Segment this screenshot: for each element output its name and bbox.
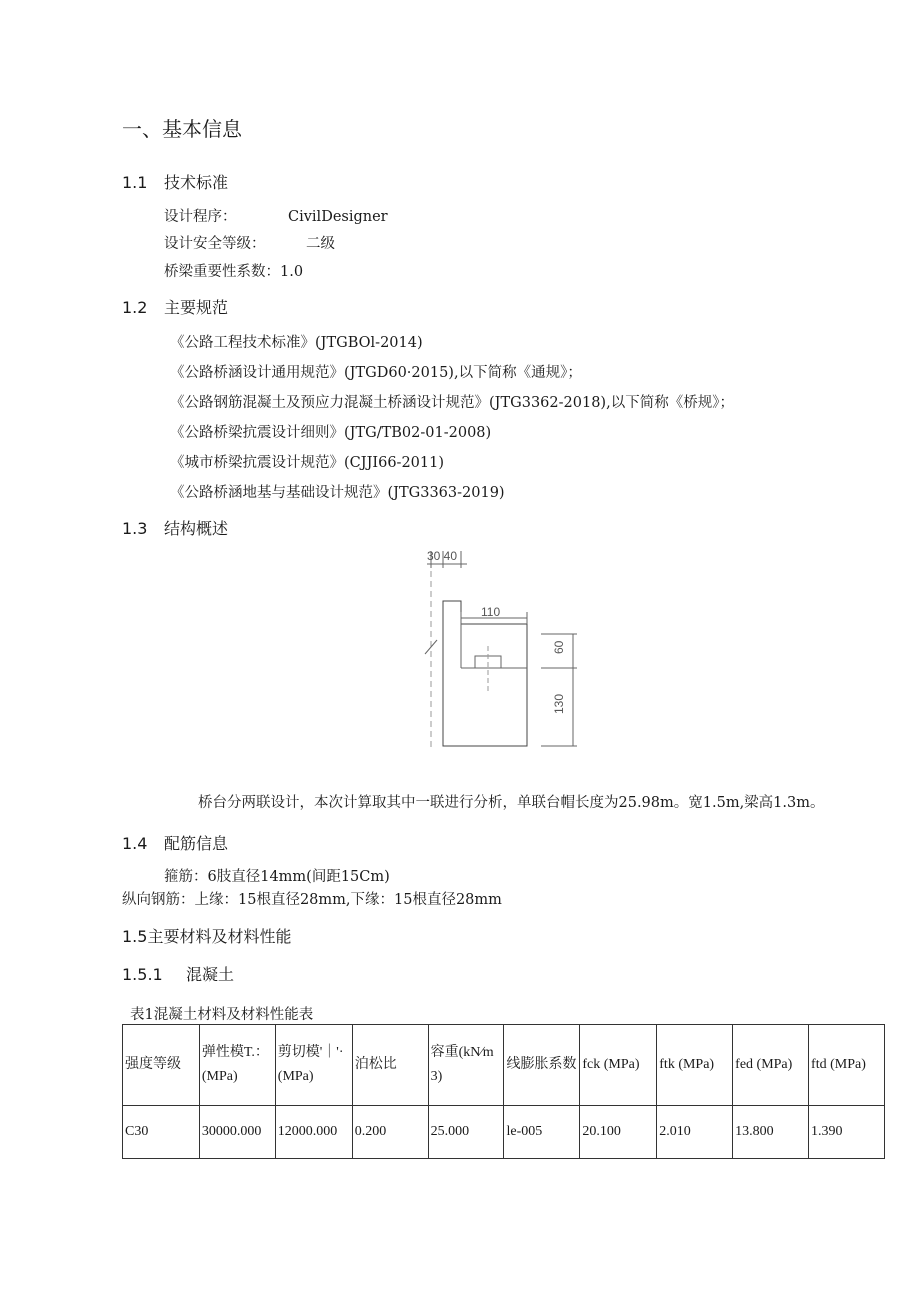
safety-level-value: 二级: [306, 236, 335, 252]
heading-number: 1.2: [122, 298, 148, 317]
code-item: 《公路钢筋混凝土及预应力混凝土桥涵设计规范》(JTG3362-2018),以下简称《桥规》；: [170, 395, 734, 411]
section-title: 一、基本信息: [122, 117, 242, 141]
header-cell: 线膨胀系数: [504, 1025, 580, 1106]
header-cell: 泊松比: [352, 1025, 428, 1106]
structure-description: 桥台分两联设计，本次计算取其中一联进行分析，单联台帽长度为25.98m。宽1.5m,梁高1.3m。: [198, 795, 825, 811]
table-cell: 12000.000: [275, 1106, 352, 1159]
heading-text: 结构概述: [164, 519, 229, 538]
heading-text: 主要规范: [164, 298, 229, 317]
table-cell: 1.390: [809, 1106, 885, 1159]
safety-level-label: 设计安全等级：: [164, 236, 266, 252]
heading-1-5: 1.5主要材料及材料性能: [122, 927, 292, 946]
heading-1-3: [122, 516, 228, 539]
abutment-outline: [443, 601, 527, 746]
dim-label-h1: 60: [552, 640, 566, 654]
heading-number: 1.5.1: [122, 965, 163, 984]
table-cell: 2.010: [657, 1106, 733, 1159]
header-cell: 弹性模T.：(MPa): [199, 1025, 275, 1106]
code-item: 《公路桥涵设计通用规范》(JTGD60·2015),以下简称《通规》；: [170, 365, 582, 381]
table-header-row: [123, 1025, 885, 1106]
header-cell: ftk (MPa): [657, 1025, 733, 1106]
table-caption: 表1混凝土材料及材料性能表: [130, 1007, 314, 1023]
header-cell: 强度等级: [123, 1025, 200, 1106]
heading-1-2: [122, 295, 228, 318]
table-cell: 0.200: [352, 1106, 428, 1159]
safety-level-line: [164, 232, 335, 253]
header-cell: 剪切模'｜'·(MPa): [275, 1025, 352, 1106]
longitudinal-rebar-info: 纵向钢筋：上缘：15根直径28mm,下缘：15根直径28mm: [122, 892, 502, 908]
concrete-material-table: [122, 1024, 885, 1159]
heading-number: 1.1: [122, 173, 148, 192]
table-cell: le-005: [504, 1106, 580, 1159]
table-cell: C30: [123, 1106, 200, 1159]
header-cell: ftd (MPa): [809, 1025, 885, 1106]
code-item: 《公路桥涵地基与基础设计规范》(JTG3363-2019): [170, 485, 505, 501]
heading-1-5-1: [122, 962, 234, 985]
heading-text: 技术标准: [164, 173, 229, 192]
table-cell: 20.100: [580, 1106, 657, 1159]
dim-label-width: 110: [481, 605, 501, 619]
importance-factor: 桥梁重要性系数：1.0: [164, 264, 304, 280]
dim-label-h2: 130: [552, 693, 566, 714]
stirrup-info: 箍筋：6肢直径14mm(间距15Cm): [164, 869, 390, 885]
table-row: [123, 1106, 885, 1159]
design-program-label: 设计程序：: [164, 209, 237, 225]
code-item: 《城市桥梁抗震设计规范》(CJJI66-2011): [170, 455, 445, 471]
table-cell: 30000.000: [199, 1106, 275, 1159]
heading-text: 配筋信息: [164, 834, 229, 853]
code-item: 《公路工程技术标准》(JTGBOl-2014): [170, 335, 423, 351]
dim-label-top: 30 40: [427, 549, 458, 563]
table-cell: 25.000: [428, 1106, 504, 1159]
header-cell: fck (MPa): [580, 1025, 657, 1106]
heading-number: 1.4: [122, 834, 148, 853]
header-cell: fed (MPa): [733, 1025, 809, 1106]
heading-text: 混凝土: [186, 965, 235, 984]
table-cell: 13.800: [733, 1106, 809, 1159]
abutment-section-drawing: [423, 546, 583, 751]
heading-number: 1.3: [122, 519, 148, 538]
abutment-section-svg: [423, 546, 583, 751]
design-program-value: CivilDesigner: [288, 209, 388, 225]
header-cell: 容重(kN∕m3): [428, 1025, 504, 1106]
heading-1-1: [122, 170, 228, 193]
design-program-line: [164, 205, 388, 226]
heading-1-4: [122, 831, 228, 854]
code-item: 《公路桥梁抗震设计细则》(JTG/TB02-01-2008): [170, 425, 492, 441]
